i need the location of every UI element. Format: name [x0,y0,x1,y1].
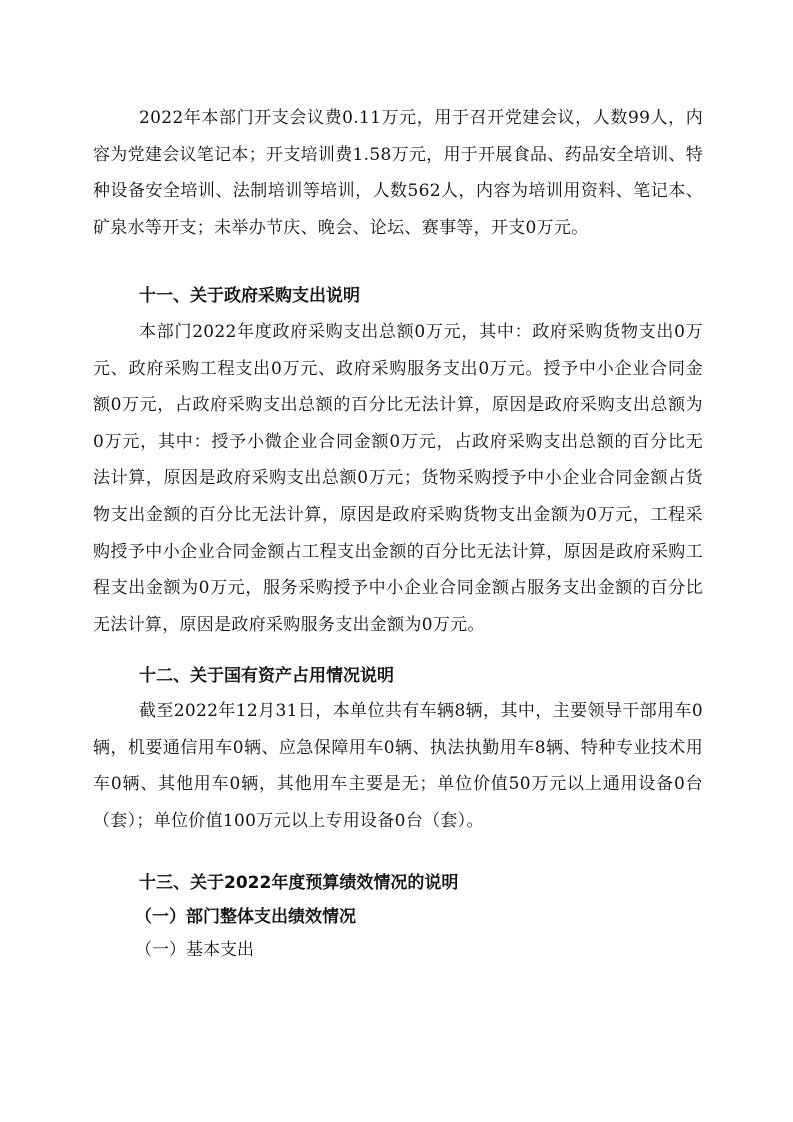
section-13-sub-heading: （一）部门整体支出绩效情况 [135,907,356,927]
section-11-heading: 十一、关于政府采购支出说明 [139,286,360,306]
document-page [93,0,703,1122]
section-13-item-basic-expenditure: （一）基本支出 [135,940,254,960]
section-11-body: 本部门2022年度政府采购支出总额0万元，其中：政府采购货物支出0万元、政府采购工程支出0万元、政府采购服务支出0万元。授予中小企业合同金额0万元，占政府采购支出总额的百分比无法计算，原因是政府采购支出总额为0万元，其中：授予小微企业合同金额0万元，占政府采购支出总额的百分比无法计算，原因是政府采购支出总额0万元；货物采购授予中小企业合同金额占货物支出金额的百分比无法计算，原因是政府采购货物支出金额为0万元，工程采购授予中小企业合同金额占工程支出金额的百分比无法计算，原因是政府采购工程支出金额为0万元，服务采购授予中小企业合同金额占服务支出金额的百分比无法计算，原因是政府采购服务支出金额为0万元。 [93,322,703,635]
paragraph-meeting-training-expenses: 2022年本部门开支会议费0.11万元，用于召开党建会议，人数99人，内容为党建会议笔记本；开支培训费1.58万元，用于开展食品、药品安全培训、特种设备安全培训、法制培训等培训，人数562人，内容为培训用资料、笔记本、矿泉水等开支；未举办节庆、晚会、论坛、赛事等，开支0万元。 [93,108,703,238]
section-13-heading: 十三、关于2022年度预算绩效情况的说明 [139,873,459,893]
section-12-body: 截至2022年12月31日，本单位共有车辆8辆，其中，主要领导干部用车0辆，机要通信用车0辆、应急保障用车0辆、执法执勤用车8辆、特种专业技术用车0辆、其他用车0辆，其他用车主要是无；单位价值50万元以上通用设备0台（套）；单位价值100万元以上专用设备0台（套）。 [93,701,703,831]
section-12-heading: 十二、关于国有资产占用情况说明 [139,666,394,686]
